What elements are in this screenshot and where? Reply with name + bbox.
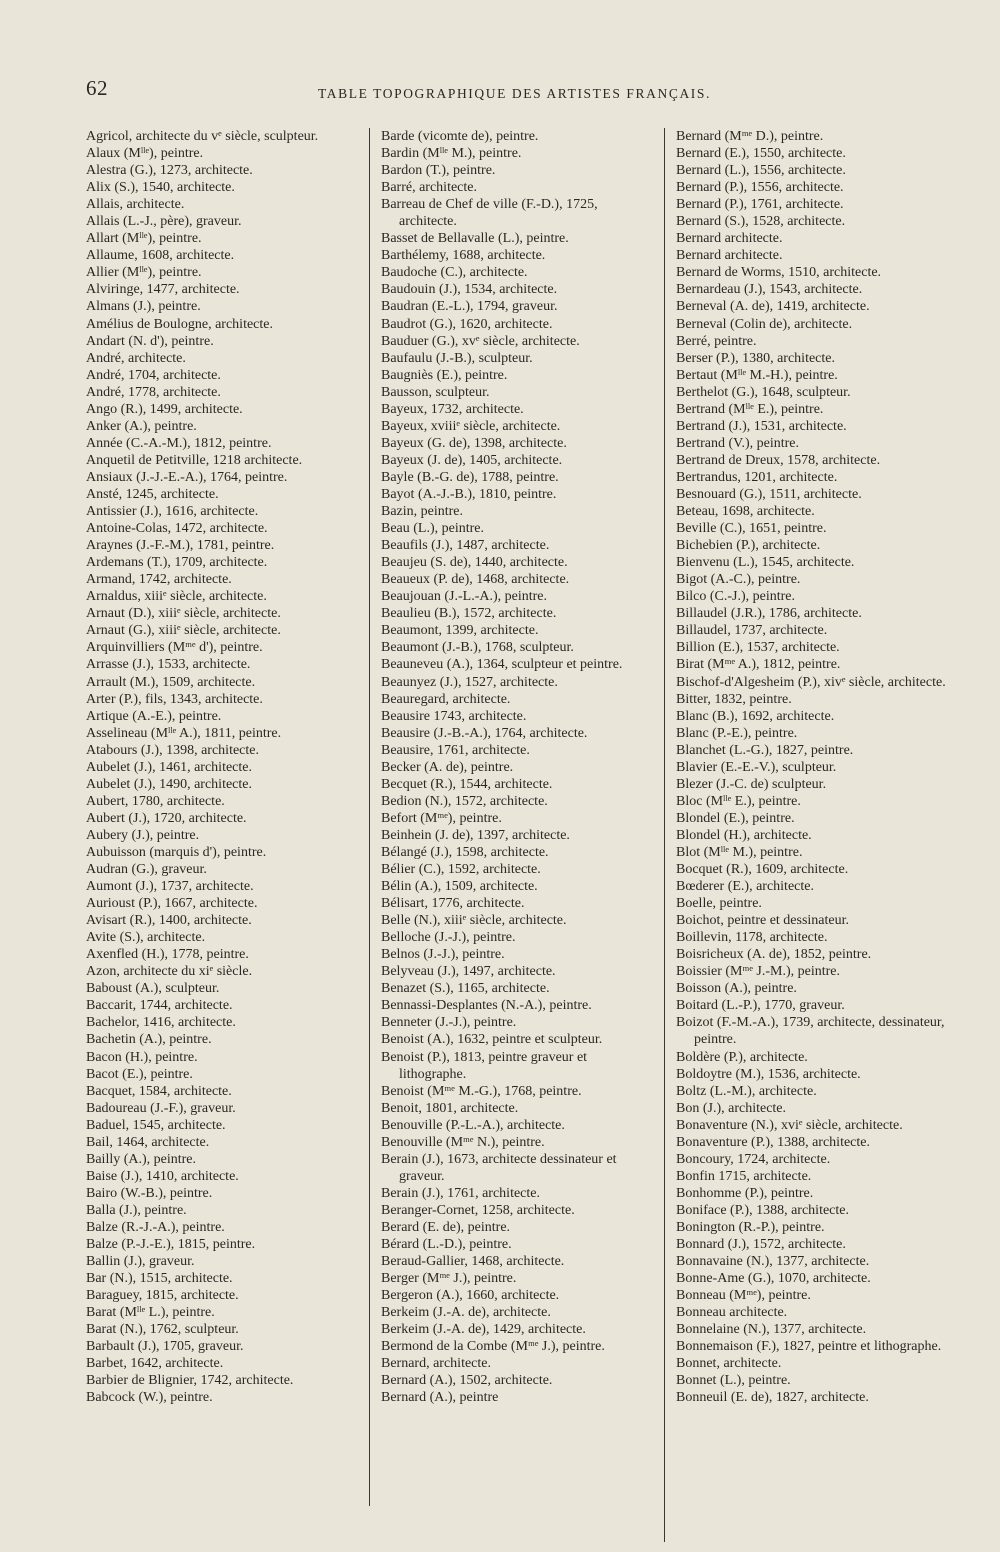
- index-entry: Baboust (A.), sculpteur.: [86, 981, 220, 997]
- index-entry: Aubelet (J.), 1461, architecte.: [86, 759, 252, 775]
- index-entry: Bélier (C.), 1592, architecte.: [381, 862, 541, 878]
- index-entry: Bayeux, 1732, architecte.: [381, 401, 524, 417]
- index-entry: Bacquet, 1584, architecte.: [86, 1083, 232, 1099]
- index-entry: Baugniès (E.), peintre.: [381, 367, 508, 383]
- index-entry: Bayot (A.-J.-B.), 1810, peintre.: [381, 486, 557, 502]
- index-entry: Beau (L.), peintre.: [381, 521, 485, 537]
- index-entry: Berkeim (J.-A. de), architecte.: [381, 1305, 551, 1321]
- index-entry: Barbier de Blignier, 1742, architecte.: [86, 1373, 294, 1389]
- index-entry: Arrault (M.), 1509, architecte.: [86, 674, 256, 690]
- index-entry: Bayeux (J. de), 1405, architecte.: [381, 452, 563, 468]
- index-entry: Aumont (J.), 1737, architecte.: [86, 879, 254, 895]
- index-entry: Benneter (J.-J.), peintre.: [381, 1015, 517, 1031]
- index-entry: Azon, architecte du xiᵉ siècle.: [86, 964, 253, 980]
- index-entry: Bonhomme (P.), peintre.: [676, 1185, 814, 1201]
- index-entry: Andart (N. d'), peintre.: [86, 333, 214, 349]
- index-entry: Bonnard (J.), 1572, architecte.: [676, 1237, 846, 1253]
- index-entry: Aurioust (P.), 1667, architecte.: [86, 896, 258, 912]
- index-entry: André, 1778, architecte.: [86, 384, 221, 400]
- index-entry: Araynes (J.-F.-M.), 1781, peintre.: [86, 538, 275, 554]
- index-entry: Barthélemy, 1688, architecte.: [381, 248, 546, 264]
- index-entry: Blanc (P.-E.), peintre.: [676, 725, 798, 741]
- index-entry: Alix (S.), 1540, architecte.: [86, 180, 235, 196]
- index-entry: Bonfin 1715, architecte.: [676, 1168, 812, 1184]
- index-entry: Bœderer (E.), architecte.: [676, 879, 814, 895]
- index-entry: Antissier (J.), 1616, architecte.: [86, 504, 259, 520]
- index-entry: Birat (Mᵐᵉ A.), 1812, peintre.: [676, 657, 841, 673]
- index-entry: Benazet (S.), 1165, architecte.: [381, 981, 550, 997]
- index-entry: Blot (Mˡˡᵉ M.), peintre.: [676, 844, 803, 860]
- index-entry: Bergeron (A.), 1660, architecte.: [381, 1288, 560, 1304]
- index-entry: Arter (P.), fils, 1343, architecte.: [86, 691, 263, 707]
- index-entry: Boisson (A.), peintre.: [676, 981, 797, 997]
- index-entry: Bonnet (L.), peintre.: [676, 1373, 791, 1389]
- index-entry: Bernard (P.), 1556, architecte.: [676, 180, 844, 196]
- index-entry: Ango (R.), 1499, architecte.: [86, 401, 243, 417]
- index-entry: Bertrand (Mˡˡᵉ E.), peintre.: [676, 401, 824, 417]
- index-entry: Billaudel, 1737, architecte.: [676, 623, 828, 639]
- index-entry: Bernard (S.), 1528, architecte.: [676, 214, 846, 230]
- index-entry: Benoit, 1801, architecte.: [381, 1100, 519, 1116]
- index-entry: Bertrandus, 1201, architecte.: [676, 469, 838, 485]
- index-entry: Bertrand (V.), peintre.: [676, 435, 799, 451]
- index-entry: Benoist (A.), 1632, peintre et sculpteur.: [381, 1032, 603, 1048]
- index-entry: Basset de Bellavalle (L.), peintre.: [381, 231, 569, 247]
- index-entry: Baise (J.), 1410, architecte.: [86, 1168, 239, 1184]
- index-entry: Aubelet (J.), 1490, architecte.: [86, 776, 252, 792]
- index-entry: Bonneau (Mᵐᵉ), peintre.: [676, 1288, 811, 1304]
- index-entry: André, 1704, architecte.: [86, 367, 221, 383]
- index-entry: Bernard (Mᵐᵉ D.), peintre.: [676, 129, 824, 144]
- column-divider: [664, 128, 665, 1542]
- index-entry: Bennassi-Desplantes (N.-A.), peintre.: [381, 998, 592, 1014]
- index-entry: Barat (N.), 1762, sculpteur.: [86, 1322, 239, 1338]
- index-entry: Bacot (E.), peintre.: [86, 1066, 193, 1082]
- index-entry: Bonneau architecte.: [676, 1305, 788, 1321]
- index-entry: Alaux (Mˡˡᵉ), peintre.: [86, 146, 204, 162]
- index-entry: Bitter, 1832, peintre.: [676, 691, 792, 707]
- index-entry: Benouville (P.-L.-A.), architecte.: [381, 1117, 565, 1133]
- index-entry: Bonnelaine (N.), 1377, architecte.: [676, 1322, 867, 1338]
- index-entry: Baraguey, 1815, architecte.: [86, 1288, 239, 1304]
- index-entry: Bichebien (P.), architecte.: [676, 538, 821, 554]
- index-entry: Arnaldus, xiiiᵉ siècle, architecte.: [86, 589, 267, 605]
- index-entry: Benouville (Mᵐᵉ N.), peintre.: [381, 1134, 545, 1150]
- index-entry: Boisricheux (A. de), 1852, peintre.: [676, 947, 872, 963]
- index-entry: Bairo (W.-B.), peintre.: [86, 1185, 213, 1201]
- index-entry: Bérard (L.-D.), peintre.: [381, 1237, 512, 1253]
- index-entry: Barat (Mˡˡᵉ L.), peintre.: [86, 1305, 215, 1321]
- column-divider: [369, 128, 370, 1506]
- index-entry: Bélisart, 1776, architecte.: [381, 896, 525, 912]
- index-entry: Bonne-Ame (G.), 1070, architecte.: [676, 1271, 871, 1287]
- index-entry: Benoist (P.), 1813, peintre graveur et lithographe.: [381, 1049, 588, 1082]
- index-entry: Berard (E. de), peintre.: [381, 1220, 511, 1235]
- index-entry: Allais, architecte.: [86, 197, 185, 213]
- index-entry: Billion (E.), 1537, architecte.: [676, 640, 840, 656]
- index-entry: Berain (J.), 1673, architecte dessinateur et graveur.: [381, 1151, 617, 1184]
- index-entry: Boncoury, 1724, architecte.: [676, 1151, 831, 1167]
- index-entry: Bloc (Mˡˡᵉ E.), peintre.: [676, 793, 801, 809]
- index-entry: Avisart (R.), 1400, architecte.: [86, 913, 252, 929]
- index-entry: Beteau, 1698, architecte.: [676, 504, 815, 520]
- index-entry: Bernard architecte.: [676, 231, 783, 247]
- index-entry: Besnouard (G.), 1511, architecte.: [676, 486, 862, 502]
- index-entry: Bonneuil (E. de), 1827, architecte.: [676, 1390, 869, 1406]
- index-entry: Agricol, architecte du vᵉ siècle, sculpteur.: [86, 129, 319, 144]
- index-entry: Bienvenu (L.), 1545, architecte.: [676, 555, 855, 571]
- index-entry: Anker (A.), peintre.: [86, 418, 197, 434]
- index-entry: Balla (J.), peintre.: [86, 1202, 187, 1218]
- index-entry: Berré, peintre.: [676, 333, 757, 349]
- index-entry: Axenfled (H.), 1778, peintre.: [86, 947, 249, 963]
- index-entry: Boniface (P.), 1388, architecte.: [676, 1202, 849, 1218]
- index-entry: Babcock (W.), peintre.: [86, 1390, 213, 1406]
- index-entry: Beaueux (P. de), 1468, architecte.: [381, 572, 570, 588]
- index-entry: Amélius de Boulogne, architecte.: [86, 316, 273, 332]
- index-entry: Bonnavaine (N.), 1377, architecte.: [676, 1254, 870, 1270]
- index-entry: Asselineau (Mˡˡᵉ A.), 1811, peintre.: [86, 725, 282, 741]
- index-entry: Alestra (G.), 1273, architecte.: [86, 163, 253, 179]
- index-entry: Billaudel (J.R.), 1786, architecte.: [676, 606, 862, 622]
- index-entry: Aubert, 1780, architecte.: [86, 793, 225, 809]
- index-entry: Belyveau (J.), 1497, architecte.: [381, 964, 556, 980]
- index-entry: Beausire 1743, architecte.: [381, 708, 527, 724]
- index-entry: André, architecte.: [86, 350, 186, 366]
- index-entry: Belnos (J.-J.), peintre.: [381, 947, 505, 963]
- index-entry: Arnaut (G.), xiiiᵉ siècle, architecte.: [86, 623, 281, 639]
- index-entry: Bonaventure (P.), 1388, architecte.: [676, 1134, 870, 1150]
- index-entry: Allaume, 1608, architecte.: [86, 248, 235, 264]
- index-entry: Artique (A.-E.), peintre.: [86, 708, 222, 724]
- index-entry: Berain (J.), 1761, architecte.: [381, 1185, 540, 1201]
- index-entry: Bernard (E.), 1550, architecte.: [676, 146, 846, 162]
- index-entry: Allier (Mˡˡᵉ), peintre.: [86, 265, 202, 281]
- index-entry: Allart (Mˡˡᵉ), peintre.: [86, 231, 202, 247]
- index-entry: Bachelor, 1416, architecte.: [86, 1015, 236, 1031]
- index-entry: Beauneveu (A.), 1364, sculpteur et peintre.: [381, 657, 623, 673]
- index-entry: Audran (G.), graveur.: [86, 862, 207, 878]
- index-entry: Beaumont (J.-B.), 1768, sculpteur.: [381, 640, 574, 656]
- index-entry: Beaunyez (J.), 1527, architecte.: [381, 674, 558, 690]
- index-entry: Beaulieu (B.), 1572, architecte.: [381, 606, 557, 622]
- index-entry: Bachetin (A.), peintre.: [86, 1032, 212, 1048]
- index-entry: Blondel (H.), architecte.: [676, 827, 812, 843]
- index-entry: Barreau de Chef de ville (F.-D.), 1725, architecte.: [381, 197, 598, 230]
- index-entry: Berthelot (G.), 1648, sculpteur.: [676, 384, 851, 400]
- index-column-2: [381, 128, 649, 1407]
- index-entry: Bonaventure (N.), xviᵉ siècle, architecte.: [676, 1117, 903, 1133]
- index-entry: Befort (Mᵐᵉ), peintre.: [381, 810, 502, 826]
- index-entry: Belle (N.), xiiiᵉ siècle, architecte.: [381, 913, 567, 929]
- index-entry: Avite (S.), architecte.: [86, 930, 206, 946]
- index-entry: Blezer (J.-C. de) sculpteur.: [676, 776, 827, 792]
- index-entry: Antoine-Colas, 1472, architecte.: [86, 521, 268, 537]
- index-entry: Beaujeu (S. de), 1440, architecte.: [381, 555, 568, 571]
- index-entry: Blanc (B.), 1692, architecte.: [676, 708, 835, 724]
- index-entry: Bigot (A.-C.), peintre.: [676, 572, 801, 588]
- index-entry: Bernardeau (J.), 1543, architecte.: [676, 282, 863, 298]
- index-entry: Berger (Mᵐᵉ J.), peintre.: [381, 1271, 517, 1287]
- index-entry: Baudouin (J.), 1534, architecte.: [381, 282, 558, 298]
- index-entry: Barré, architecte.: [381, 180, 477, 196]
- index-entry: Barbault (J.), 1705, graveur.: [86, 1339, 244, 1355]
- index-entry: Badoureau (J.-F.), graveur.: [86, 1100, 236, 1116]
- index-entry: Bernard (A.), 1502, architecte.: [381, 1373, 553, 1389]
- index-entry: Atabours (J.), 1398, architecte.: [86, 742, 259, 758]
- index-entry: Bernard (P.), 1761, architecte.: [676, 197, 844, 213]
- index-entry: Bertaut (Mˡˡᵉ M.-H.), peintre.: [676, 367, 838, 383]
- index-entry: Balze (R.-J.-A.), peintre.: [86, 1220, 225, 1235]
- index-column-1: [86, 128, 346, 1407]
- index-entry: Beauregard, architecte.: [381, 691, 511, 707]
- index-entry: Arnaut (D.), xiiiᵉ siècle, architecte.: [86, 606, 281, 622]
- page-number: 62: [86, 76, 108, 100]
- index-entry: Berkeim (J.-A. de), 1429, architecte.: [381, 1322, 586, 1338]
- index-entry: Beaumont, 1399, architecte.: [381, 623, 539, 639]
- index-entry: Boillevin, 1178, architecte.: [676, 930, 828, 946]
- index-entry: Ansiaux (J.-J.-E.-A.), 1764, peintre.: [86, 469, 288, 485]
- index-entry: Boissier (Mᵐᵉ J.-M.), peintre.: [676, 964, 841, 980]
- index-entry: Bausson, sculpteur.: [381, 384, 490, 400]
- index-entry: Bélangé (J.), 1598, architecte.: [381, 844, 549, 860]
- index-entry: Aubery (J.), peintre.: [86, 827, 200, 843]
- index-entry: Bertrand de Dreux, 1578, architecte.: [676, 452, 881, 468]
- index-entry: Barde (vicomte de), peintre.: [381, 129, 539, 144]
- index-entry: Ansté, 1245, architecte.: [86, 486, 219, 502]
- index-entry: Armand, 1742, architecte.: [86, 572, 232, 588]
- index-entry: Blavier (E.-E.-V.), sculpteur.: [676, 759, 837, 775]
- index-entry: Beaujouan (J.-L.-A.), peintre.: [381, 589, 547, 605]
- index-entry: Aubuisson (marquis d'), peintre.: [86, 844, 267, 860]
- index-entry: Bauduer (G.), xvᵉ siècle, architecte.: [381, 333, 580, 349]
- index-entry: Arrasse (J.), 1533, architecte.: [86, 657, 251, 673]
- index-entry: Bayeux (G. de), 1398, architecte.: [381, 435, 567, 451]
- index-entry: Boichot, peintre et dessinateur.: [676, 913, 850, 929]
- index-entry: Baudrot (G.), 1620, architecte.: [381, 316, 553, 332]
- index-entry: Baccarit, 1744, architecte.: [86, 998, 233, 1014]
- index-entry: Becker (A. de), peintre.: [381, 759, 514, 775]
- index-entry: Bardin (Mˡˡᵉ M.), peintre.: [381, 146, 522, 162]
- index-entry: Bertrand (J.), 1531, architecte.: [676, 418, 847, 434]
- index-entry: Bélin (A.), 1509, architecte.: [381, 879, 538, 895]
- index-entry: Becquet (R.), 1544, architecte.: [381, 776, 553, 792]
- index-entry: Boltz (L.-M.), architecte.: [676, 1083, 817, 1099]
- index-entry: Aubert (J.), 1720, architecte.: [86, 810, 247, 826]
- index-entry: Bonnemaison (F.), 1827, peintre et lithographe.: [676, 1339, 942, 1355]
- index-entry: Année (C.-A.-M.), 1812, peintre.: [86, 435, 272, 451]
- running-title: TABLE TOPOGRAPHIQUE DES ARTISTES FRANÇAIS.: [318, 86, 711, 101]
- index-entry: Bernard architecte.: [676, 248, 783, 264]
- index-entry: Boldoytre (M.), 1536, architecte.: [676, 1066, 861, 1082]
- index-entry: Bermond de la Combe (Mᵐᵉ J.), peintre.: [381, 1339, 605, 1355]
- index-entry: Bernard, architecte.: [381, 1356, 491, 1372]
- index-entry: Beaufils (J.), 1487, architecte.: [381, 538, 550, 554]
- index-entry: Belloche (J.-J.), peintre.: [381, 930, 516, 946]
- index-entry: Berser (P.), 1380, architecte.: [676, 350, 835, 366]
- index-entry: Bon (J.), architecte.: [676, 1100, 787, 1116]
- index-entry: Bar (N.), 1515, architecte.: [86, 1271, 233, 1287]
- index-entry: Beinhein (J. de), 1397, architecte.: [381, 827, 570, 843]
- index-entry: Ardemans (T.), 1709, architecte.: [86, 555, 268, 571]
- index-entry: Bazin, peintre.: [381, 504, 464, 520]
- index-entry: Boizot (F.-M.-A.), 1739, architecte, dessinateur, peintre.: [676, 1015, 945, 1048]
- index-entry: Beausire (J.-B.-A.), 1764, architecte.: [381, 725, 588, 741]
- index-entry: Bernard (L.), 1556, architecte.: [676, 163, 846, 179]
- index-entry: Baufaulu (J.-B.), sculpteur.: [381, 350, 533, 366]
- index-entry: Bocquet (R.), 1609, architecte.: [676, 862, 849, 878]
- index-entry: Berneval (A. de), 1419, architecte.: [676, 299, 870, 315]
- index-entry: Baudoche (C.), architecte.: [381, 265, 528, 281]
- index-entry: Bedion (N.), 1572, architecte.: [381, 793, 548, 809]
- index-entry: Baduel, 1545, architecte.: [86, 1117, 226, 1133]
- index-entry: Benoist (Mᵐᵉ M.-G.), 1768, peintre.: [381, 1083, 582, 1099]
- index-entry: Bacon (H.), peintre.: [86, 1049, 198, 1065]
- index-entry: Bonnet, architecte.: [676, 1356, 782, 1372]
- index-entry: Boldère (P.), architecte.: [676, 1049, 808, 1065]
- index-entry: Bayle (B.-G. de), 1788, peintre.: [381, 469, 559, 485]
- index-entry: Allais (L.-J., père), graveur.: [86, 214, 242, 230]
- index-entry: Blondel (E.), peintre.: [676, 810, 795, 826]
- index-entry: Baudran (E.-L.), 1794, graveur.: [381, 299, 558, 315]
- index-entry: Bayeux, xviiiᵉ siècle, architecte.: [381, 418, 561, 434]
- index-entry: Beville (C.), 1651, peintre.: [676, 521, 827, 537]
- index-entry: Almans (J.), peintre.: [86, 299, 201, 315]
- index-entry: Blanchet (L.-G.), 1827, peintre.: [676, 742, 854, 758]
- index-entry: Balze (P.-J.-E.), 1815, peintre.: [86, 1237, 256, 1253]
- index-entry: Bischof-d'Algesheim (P.), xivᵉ siècle, architecte.: [676, 674, 946, 690]
- index-entry: Bailly (A.), peintre.: [86, 1151, 197, 1167]
- index-entry: Bernard de Worms, 1510, architecte.: [676, 265, 882, 281]
- index-entry: Alviringe, 1477, architecte.: [86, 282, 240, 298]
- index-entry: Ballin (J.), graveur.: [86, 1254, 195, 1270]
- index-entry: Barbet, 1642, architecte.: [86, 1356, 224, 1372]
- index-entry: Arquinvilliers (Mᵐᵉ d'), peintre.: [86, 640, 263, 656]
- index-entry: Boelle, peintre.: [676, 896, 762, 912]
- index-entry: Berneval (Colin de), architecte.: [676, 316, 853, 332]
- index-entry: Bail, 1464, architecte.: [86, 1134, 210, 1150]
- index-entry: Bernard (A.), peintre: [381, 1390, 499, 1406]
- index-entry: Beranger-Cornet, 1258, architecte.: [381, 1202, 575, 1218]
- index-entry: Beausire, 1761, architecte.: [381, 742, 530, 758]
- index-entry: Bardon (T.), peintre.: [381, 163, 496, 179]
- index-entry: Boitard (L.-P.), 1770, graveur.: [676, 998, 845, 1014]
- index-entry: Bilco (C.-J.), peintre.: [676, 589, 795, 605]
- index-entry: Bonington (R.-P.), peintre.: [676, 1220, 825, 1235]
- index-entry: Anquetil de Petitville, 1218 architecte.: [86, 452, 303, 468]
- index-column-3: [676, 128, 952, 1407]
- index-entry: Beraud-Gallier, 1468, architecte.: [381, 1254, 565, 1270]
